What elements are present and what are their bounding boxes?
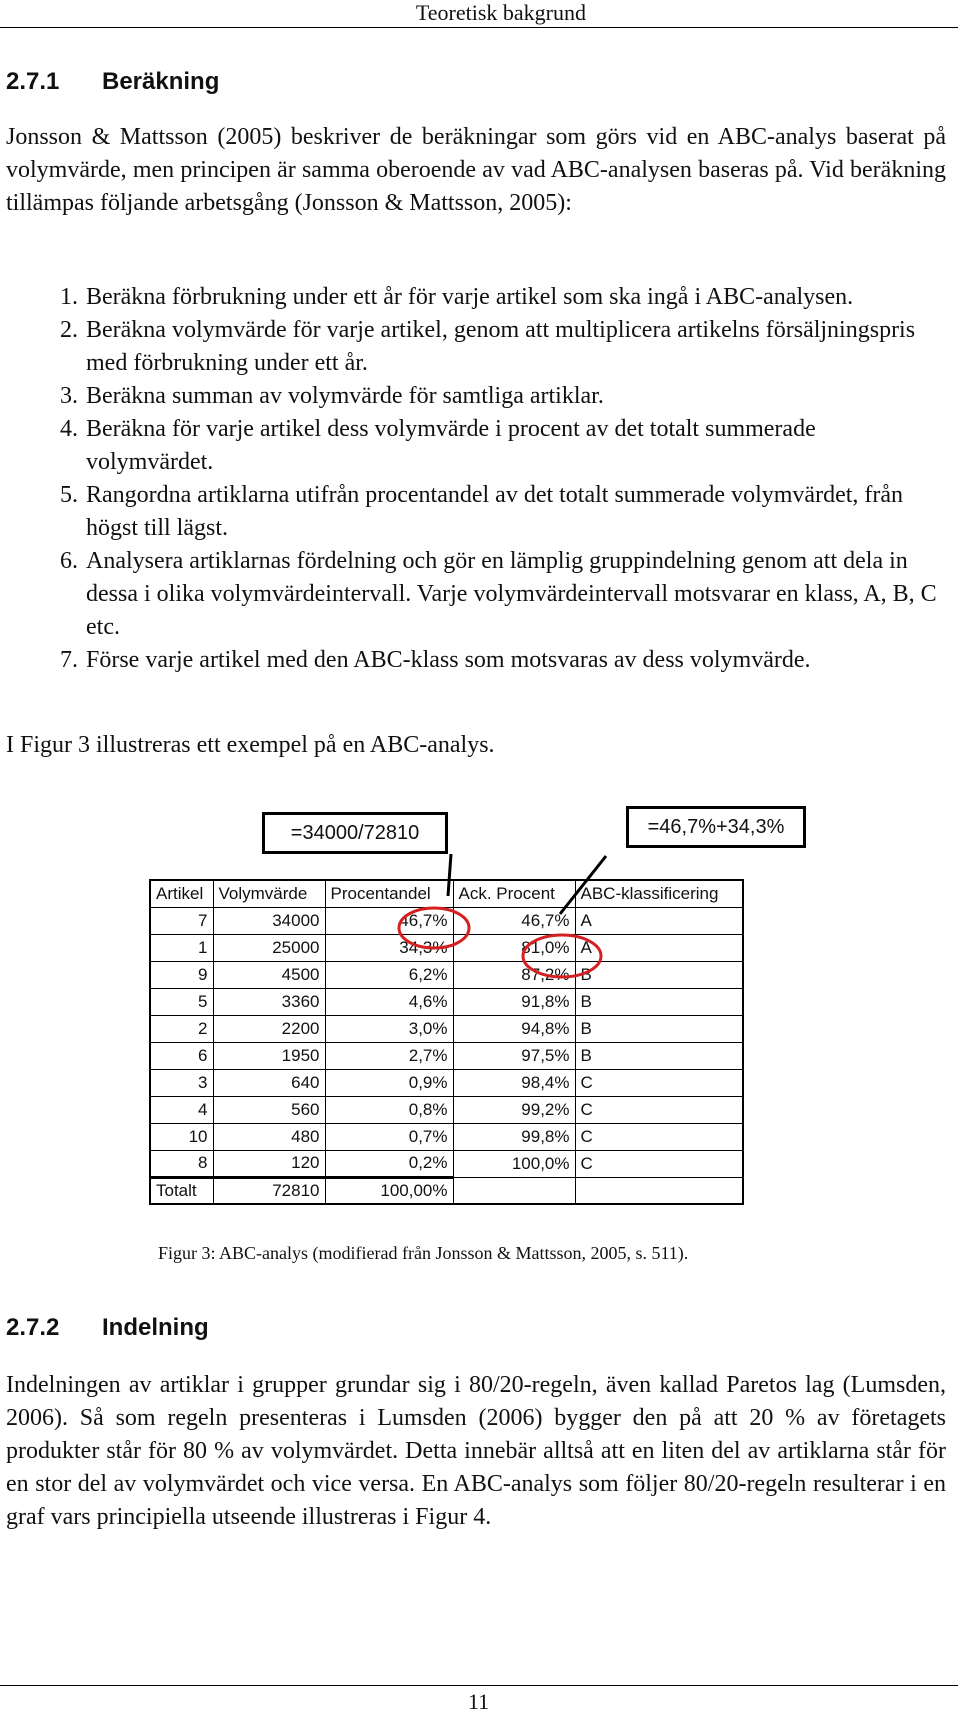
list-item-number: 6. xyxy=(60,548,78,574)
pointer-line-left xyxy=(448,854,451,896)
list-item xyxy=(6,380,946,413)
indelning-paragraph: Indelningen av artiklar i grupper grundar sig i 80/20-regeln, även kallad Paretos lag (Lumsden, 2006). Så som regeln presenteras i Lumsden (2006) bygger den på att 20 % av företagets produkter står för 80 % av volymvärdet. Detta innebär alltså att en liten del av artiklarna står för en stor del av volymvärdet och vice versa. En ABC-analys som följer 80/20-regeln resulterar i en graf vars principiella utseende illustreras i Figur 4. xyxy=(6,1372,946,1530)
cell-volymvarde: 640 xyxy=(213,1069,325,1096)
cell-artikel: 9 xyxy=(150,961,213,988)
cell-procentandel: 4,6% xyxy=(325,988,453,1015)
list-item xyxy=(6,644,946,677)
cell-procentandel: 46,7% xyxy=(325,907,453,934)
cell-abc-klass: B xyxy=(575,961,743,988)
cell-ack-procent: 99,8% xyxy=(453,1123,575,1150)
running-title: Teoretisk bakgrund xyxy=(415,0,586,25)
list-item-number: 3. xyxy=(60,383,78,409)
cell-volymvarde: 34000 xyxy=(213,907,325,934)
column-header-volymvarde: Volymvärde xyxy=(213,880,325,907)
cell-ack-procent: 87,2% xyxy=(453,961,575,988)
cell-volymvarde: 1950 xyxy=(213,1042,325,1069)
cell-ack-procent: 91,8% xyxy=(453,988,575,1015)
cell-procentandel: 0,8% xyxy=(325,1096,453,1123)
cell-ack-procent: 94,8% xyxy=(453,1015,575,1042)
cell-abc-klass: C xyxy=(575,1123,743,1150)
cell-ack-procent: 46,7% xyxy=(453,907,575,934)
cell-procentandel: 2,7% xyxy=(325,1042,453,1069)
calculation-steps-list xyxy=(6,281,946,677)
list-item-number: 2. xyxy=(60,317,78,343)
pointer-line-right xyxy=(560,856,606,914)
highlight-circle-ack-procent xyxy=(523,935,601,977)
cell-procentandel: 34,3% xyxy=(325,934,453,961)
cell-total-volume: 72810 xyxy=(213,1177,325,1204)
list-item-text: Rangordna artiklarna utifrån procentandel av det totalt summerade volymvärdet, från högst till lägst. xyxy=(86,482,904,541)
cell-procentandel: 6,2% xyxy=(325,961,453,988)
cell-procentandel: 0,9% xyxy=(325,1069,453,1096)
formula-callout-left: =34000/72810 xyxy=(262,812,448,854)
annotation-overlay xyxy=(0,790,960,1260)
column-header-abc-klassificering: ABC-klassificering xyxy=(575,880,743,907)
list-item-text: Förse varje artikel med den ABC-klass som motsvaras av dess volymvärde. xyxy=(86,647,811,673)
formula-callout-right: =46,7%+34,3% xyxy=(626,806,806,848)
cell-volymvarde: 25000 xyxy=(213,934,325,961)
section-heading-indelning xyxy=(6,1314,209,1342)
cell-artikel: 4 xyxy=(150,1096,213,1123)
list-item xyxy=(6,314,946,380)
cell-procentandel: 3,0% xyxy=(325,1015,453,1042)
section-title: Indelning xyxy=(102,1314,209,1341)
section-heading-berakning xyxy=(6,68,219,96)
cell-volymvarde: 480 xyxy=(213,1123,325,1150)
cell-abc-klass: A xyxy=(575,907,743,934)
abc-analysis-figure xyxy=(0,790,960,1260)
list-item-number: 4. xyxy=(60,416,78,442)
cell-ack-procent: 98,4% xyxy=(453,1069,575,1096)
cell-abc-klass: C xyxy=(575,1069,743,1096)
list-item xyxy=(6,413,946,479)
section-number: 2.7.1 xyxy=(6,68,60,95)
list-item-text: Beräkna volymvärde för varje artikel, genom att multiplicera artikelns försäljningspris med förbrukning under ett år. xyxy=(86,317,916,376)
cell-procentandel: 0,2% xyxy=(325,1150,453,1177)
cell-ack-procent: 81,0% xyxy=(453,934,575,961)
page-footer xyxy=(0,1685,958,1714)
cell-volymvarde: 3360 xyxy=(213,988,325,1015)
cell-artikel: 5 xyxy=(150,988,213,1015)
cell-abc-klass: C xyxy=(575,1150,743,1177)
cell-abc-klass: B xyxy=(575,1042,743,1069)
list-item-number: 5. xyxy=(60,482,78,508)
column-header-procentandel: Procentandel xyxy=(325,880,453,907)
cell-artikel: 7 xyxy=(150,907,213,934)
section-title: Beräkning xyxy=(102,68,220,95)
figure-intro: I Figur 3 illustreras ett exempel på en ABC-analys. xyxy=(6,732,495,758)
cell-abc-klass: B xyxy=(575,988,743,1015)
cell-volymvarde: 120 xyxy=(213,1150,325,1177)
intro-paragraph: Jonsson & Mattsson (2005) beskriver de beräkningar som görs vid en ABC-analys baserat på volymvärde, men principen är samma oberoende av vad ABC-analysen baseras på. Vid beräkning tillämpas följande arbetsgång (Jonsson & Mattsson, 2005): xyxy=(6,124,946,216)
cell-artikel: 3 xyxy=(150,1069,213,1096)
column-header-ack-procent: Ack. Procent xyxy=(453,880,575,907)
highlight-circle-procentandel xyxy=(399,908,469,948)
figure-caption: Figur 3: ABC-analys (modifierad från Jonsson & Mattsson, 2005, s. 511). xyxy=(158,1243,689,1263)
list-item xyxy=(6,281,946,314)
list-item xyxy=(6,545,946,644)
list-item-text: Analysera artiklarnas fördelning och gör en lämplig gruppindelning genom att dela in dessa i olika volymvärdeintervall. Varje volymvärdeintervall motsvarar en klass, A, B, C etc. xyxy=(86,548,937,640)
cell-procentandel: 0,7% xyxy=(325,1123,453,1150)
cell-ack-procent: 100,0% xyxy=(453,1150,575,1177)
cell-total-label: Totalt xyxy=(150,1177,213,1204)
cell-volymvarde: 2200 xyxy=(213,1015,325,1042)
cell-abc-klass: A xyxy=(575,934,743,961)
cell-artikel: 10 xyxy=(150,1123,213,1150)
section-number: 2.7.2 xyxy=(6,1314,60,1341)
cell-volymvarde: 4500 xyxy=(213,961,325,988)
page-number: 11 xyxy=(468,1689,490,1714)
cell-total-percent: 100,00% xyxy=(325,1177,453,1204)
cell-artikel: 2 xyxy=(150,1015,213,1042)
cell-abc-klass: C xyxy=(575,1096,743,1123)
cell-ack-procent: 99,2% xyxy=(453,1096,575,1123)
cell-artikel: 1 xyxy=(150,934,213,961)
cell-artikel: 8 xyxy=(150,1150,213,1177)
list-item-text: Beräkna för varje artikel dess volymvärde i procent av det totalt summerade volymvärdet. xyxy=(86,416,816,475)
list-item xyxy=(6,479,946,545)
page-header xyxy=(0,0,958,28)
column-header-artikel: Artikel xyxy=(150,880,213,907)
cell-abc-klass: B xyxy=(575,1015,743,1042)
list-item-text: Beräkna förbrukning under ett år för varje artikel som ska ingå i ABC-analysen. xyxy=(86,284,854,310)
list-item-number: 7. xyxy=(60,647,78,673)
list-item-text: Beräkna summan av volymvärde för samtliga artiklar. xyxy=(86,383,604,409)
cell-artikel: 6 xyxy=(150,1042,213,1069)
cell-volymvarde: 560 xyxy=(213,1096,325,1123)
list-item-number: 1. xyxy=(60,284,78,310)
cell-ack-procent: 97,5% xyxy=(453,1042,575,1069)
